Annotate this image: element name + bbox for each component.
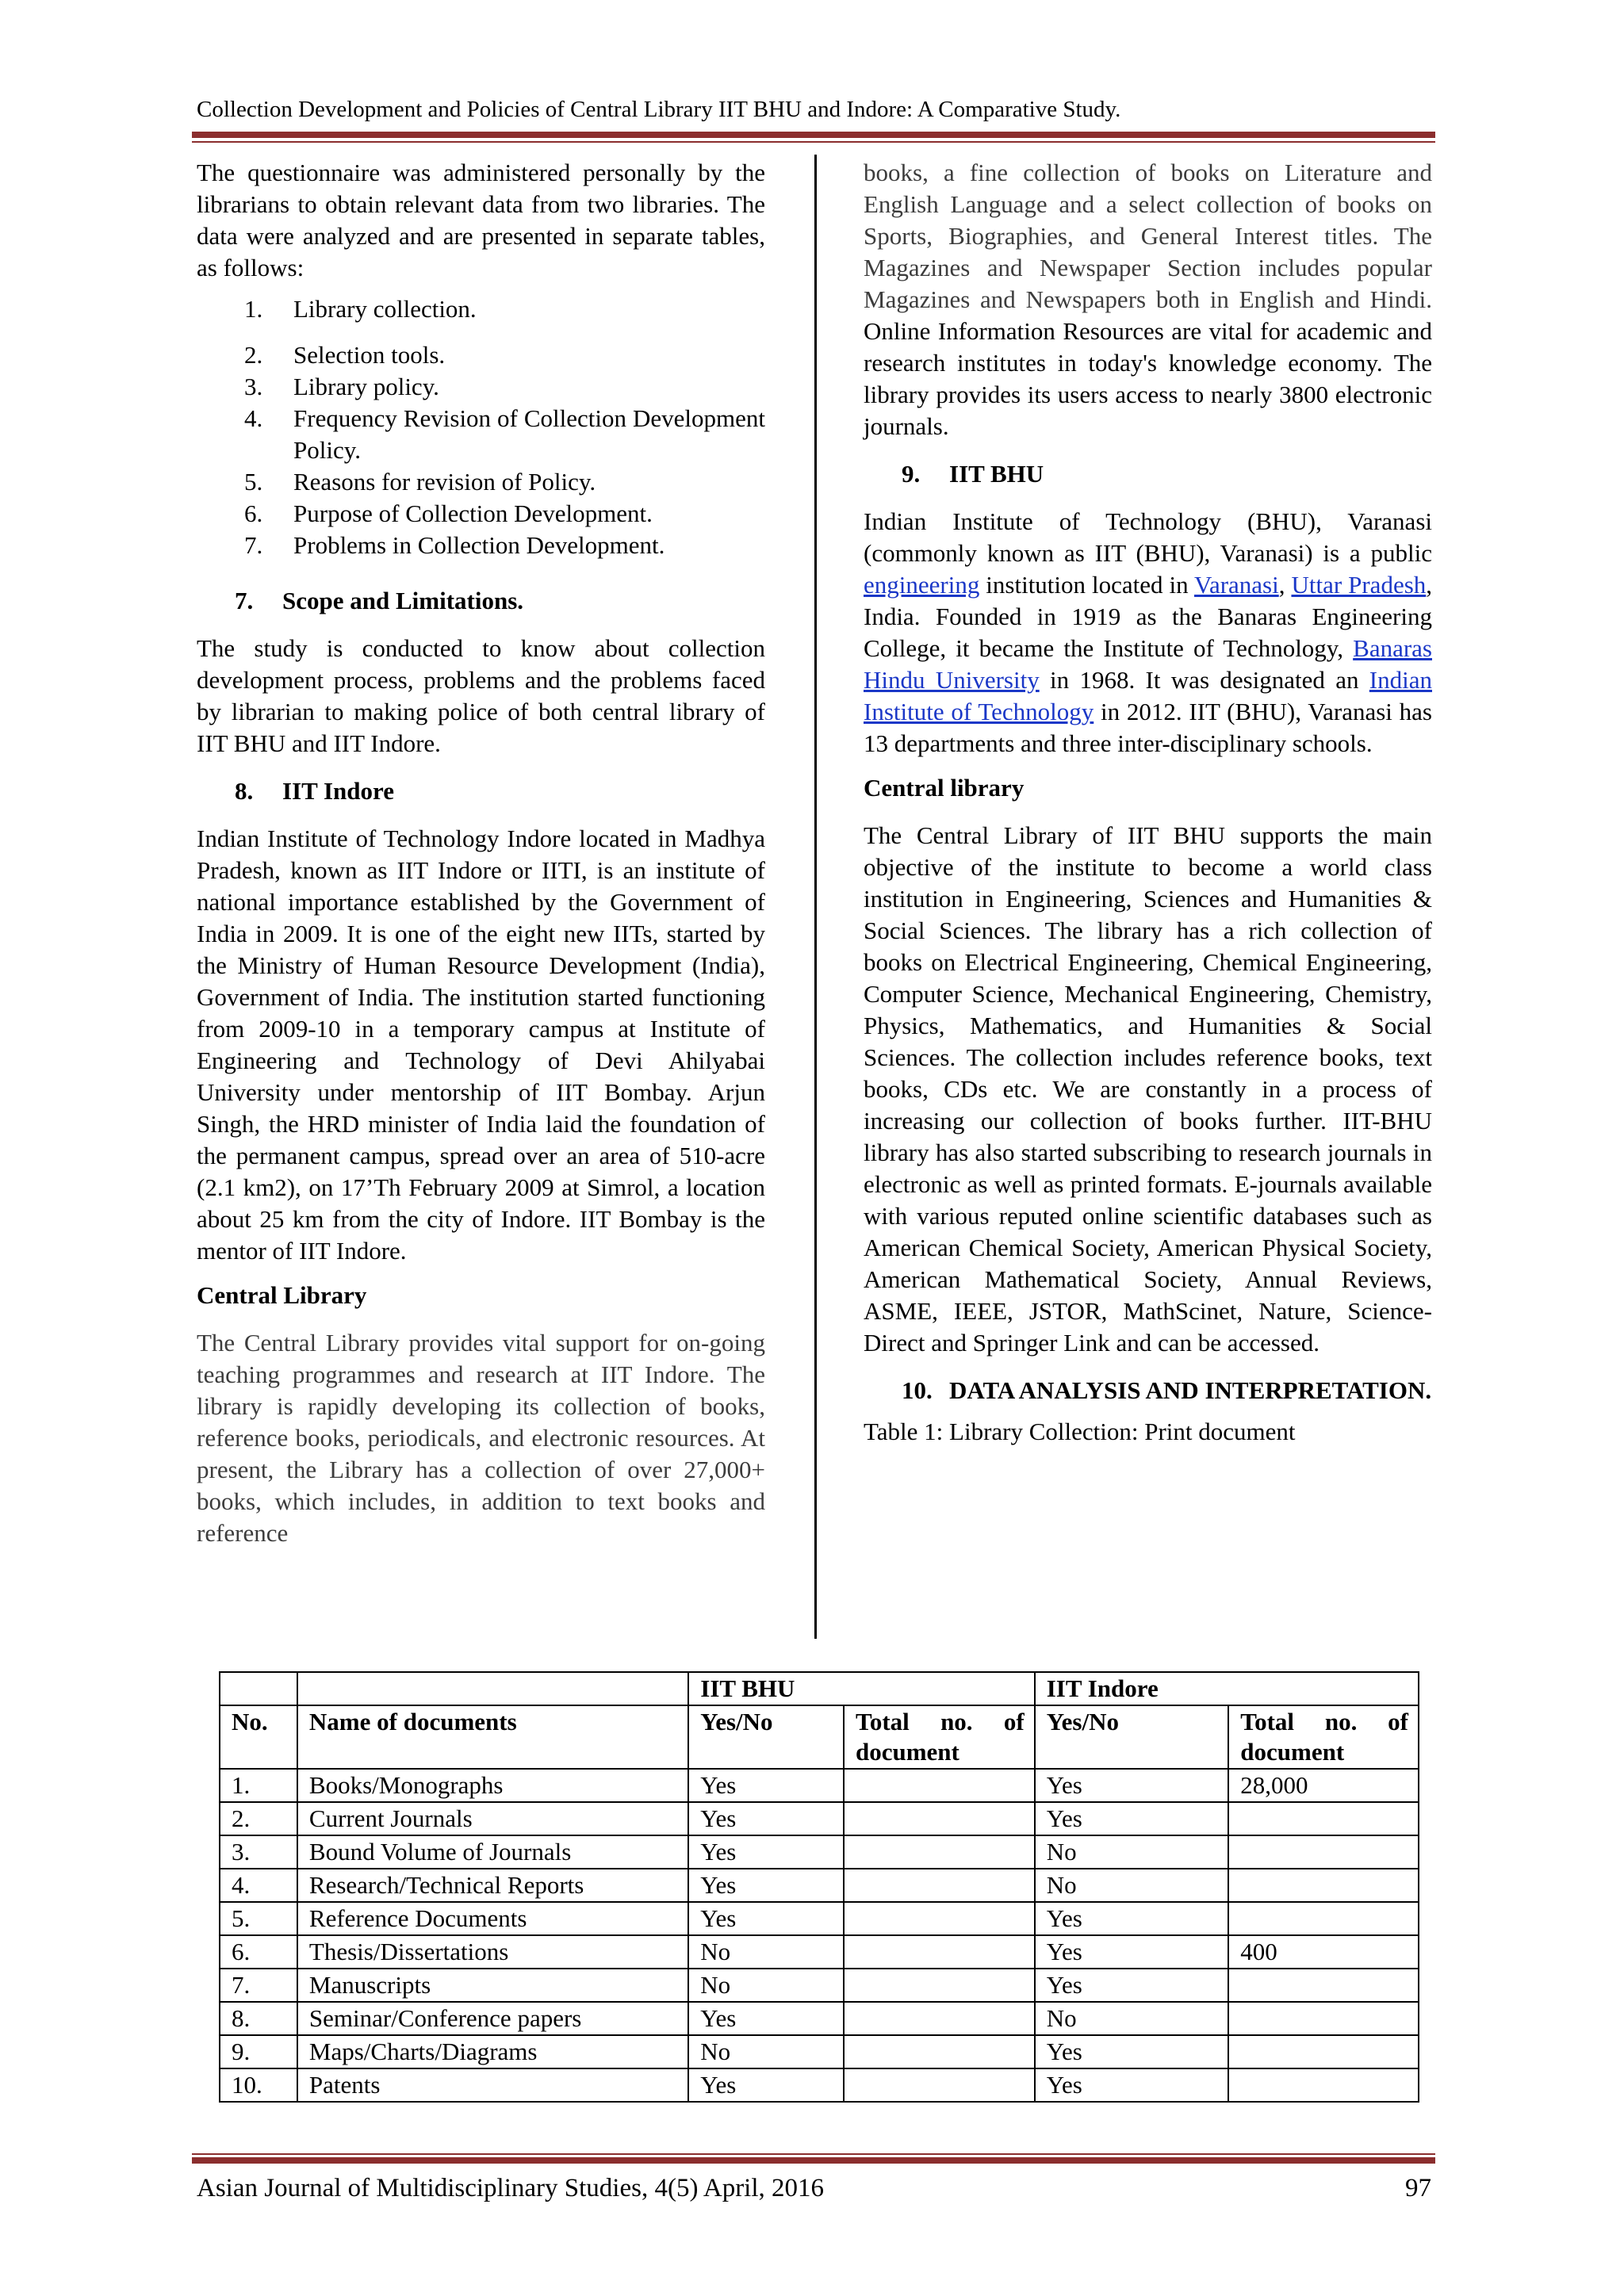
header-word: of xyxy=(1388,1708,1408,1735)
continuation-text: Online Information Resources are vital for academic and research institutes in today's knowledge economy. The library provides its users access to nearly 3800 electronic journals. xyxy=(864,317,1432,440)
link-uttar-pradesh[interactable]: Uttar Pradesh xyxy=(1291,571,1427,599)
header-word: document xyxy=(855,1738,959,1766)
list-item-text: Reasons for revision of Policy. xyxy=(293,468,596,496)
cell-bhu-total xyxy=(844,1802,1035,1835)
list-item-number: 7. xyxy=(244,531,263,559)
subheading-central-library-bhu: Central library xyxy=(864,774,1025,802)
cell-bhu-total xyxy=(844,1769,1035,1802)
cell-indore-yesno: Yes xyxy=(1035,1802,1229,1835)
table-row xyxy=(220,1769,1419,1802)
cell-indore-yesno: Yes xyxy=(1035,2068,1229,2102)
cell-indore-yesno: Yes xyxy=(1035,1935,1229,1969)
table-header-iit-bhu: IIT BHU xyxy=(688,1672,1034,1705)
section-number: 8. xyxy=(235,777,254,805)
table-header-iit-indore: IIT Indore xyxy=(1035,1672,1419,1705)
list-item-number: 6. xyxy=(244,499,263,527)
section-number: 10. xyxy=(902,1376,933,1404)
cell-no: 5. xyxy=(220,1902,297,1935)
list-item xyxy=(244,498,765,530)
cell-indore-total: 28,000 xyxy=(1228,1769,1419,1802)
table-header-bhu-yesno: Yes/No xyxy=(688,1705,844,1769)
list-item-number: 3. xyxy=(244,373,263,400)
cell-bhu-yesno: No xyxy=(688,1969,844,2002)
list-item-text: Selection tools. xyxy=(293,341,446,369)
cell-bhu-yesno: Yes xyxy=(688,1902,844,1935)
header-word: document xyxy=(1240,1738,1345,1766)
list-item-number: 5. xyxy=(244,468,263,496)
cell-no: 8. xyxy=(220,2002,297,2035)
cell-bhu-total xyxy=(844,2035,1035,2068)
table-row xyxy=(220,2002,1419,2035)
list-item xyxy=(244,371,765,403)
link-indian-institute-of-technology[interactable]: Indian Institute of Technology xyxy=(864,666,1432,725)
cell-no: 7. xyxy=(220,1969,297,2002)
cell-bhu-total xyxy=(844,2068,1035,2102)
cell-indore-total xyxy=(1228,1902,1419,1935)
cell-indore-yesno: No xyxy=(1035,2002,1229,2035)
library-collection-table xyxy=(219,1671,1419,2103)
cell-indore-total: 400 xyxy=(1228,1935,1419,1969)
table-row xyxy=(220,1969,1419,2002)
list-item xyxy=(244,339,765,371)
cell-indore-yesno: Yes xyxy=(1035,1969,1229,2002)
header-word: Total xyxy=(855,1708,910,1735)
iit-indore-paragraph: Indian Institute of Technology Indore located in Madhya Pradesh, known as IIT Indore or IITI, is an institute of national importance established by the Government of India in 2009. It is one of the eight new IITs, started by the Ministry of Human Resource Development (India), Government of India. The institution started functioning from 2009-10 in a temporary campus at Institute of Engineering and Technology of Devi Ahilyabai University under mentorship of IIT Bombay. Arjun Singh, the HRD minister of India laid the foundation of the permanent campus, spread over an area of 510-acre (2.1 km2), on 17’Th February 2009 at Simrol, a location about 25 km from the city of Indore. IIT Bombay is the mentor of IIT Indore. xyxy=(197,825,765,1265)
header-word: of xyxy=(1003,1708,1025,1735)
cell-bhu-yesno: Yes xyxy=(688,1869,844,1902)
cell-bhu-total xyxy=(844,1869,1035,1902)
cell-name: Current Journals xyxy=(297,1802,688,1835)
cell-bhu-yesno: Yes xyxy=(688,1835,844,1869)
table-row xyxy=(220,1935,1419,1969)
cell-bhu-total xyxy=(844,1835,1035,1869)
cell-no: 4. xyxy=(220,1869,297,1902)
cell-bhu-yesno: Yes xyxy=(688,1802,844,1835)
cell-indore-yesno: No xyxy=(1035,1869,1229,1902)
cell-bhu-yesno: No xyxy=(688,2035,844,2068)
cell-name: Seminar/Conference papers xyxy=(297,2002,688,2035)
link-banaras-hindu-university[interactable]: Banaras Hindu University xyxy=(864,634,1432,694)
list-item xyxy=(244,466,765,498)
cell-indore-total xyxy=(1228,2035,1419,2068)
table-row xyxy=(220,2035,1419,2068)
table-header-no: No. xyxy=(220,1705,297,1769)
section-number: 9. xyxy=(902,460,921,488)
central-library-bhu-paragraph: The Central Library of IIT BHU supports the main objective of the institute to become a world class institution in Engineering, Sciences and Humanities & Social Sciences. The library has a rich collection of books on Electrical Engineering, Chemical Engineering, Computer Science, Mechanical Engineering, Chemistry, Physics, Mathematics, and Humanities & Social Sciences. The collection includes reference books, text books, CDs etc. We are constantly in a process of increasing our collection of books further. IIT-BHU library has also started subscribing to research journals in electronic as well as printed formats. E-journals available with various reputed online scientific databases such as American Chemical Society, American Physical Society, American Mathematical Society, Annual Reviews, ASME, IEEE, JSTOR, MathScinet, Nature, Science-Direct and Springer Link and can be accessed. xyxy=(864,821,1432,1357)
text-run: in 2012. IIT (BHU), Varanasi has 13 departments and three inter-disciplinary schools. xyxy=(864,698,1432,757)
running-header: Collection Development and Policies of Central Library IIT BHU and Indore: A Comparative Study. xyxy=(197,97,1121,122)
list-item-text: Library collection. xyxy=(293,295,477,323)
cell-bhu-yesno: Yes xyxy=(688,1769,844,1802)
table-header-cell xyxy=(220,1672,297,1705)
cell-name: Manuscripts xyxy=(297,1969,688,2002)
header-word: Total xyxy=(1240,1708,1295,1735)
cell-bhu-total xyxy=(844,1969,1035,2002)
intro-paragraph: The questionnaire was administered personally by the librarians to obtain relevant data from two libraries. The data were analyzed and are presented in separate tables, as follows: xyxy=(197,159,765,281)
objectives-list xyxy=(197,293,765,561)
cell-bhu-yesno: Yes xyxy=(688,2068,844,2102)
cell-indore-total xyxy=(1228,1802,1419,1835)
table-row xyxy=(220,1902,1419,1935)
cell-indore-yesno: Yes xyxy=(1035,1769,1229,1802)
header-word: no. xyxy=(940,1708,973,1735)
page-number: 97 xyxy=(1405,2174,1431,2202)
left-column xyxy=(197,157,765,1549)
footer-rule-thin xyxy=(192,2153,1435,2155)
header-word: no. xyxy=(1324,1708,1358,1735)
scope-paragraph: The study is conducted to know about collection development process, problems and the problems faced by librarian to making police of both central library of IIT BHU and IIT Indore. xyxy=(197,634,765,757)
table-header-name: Name of documents xyxy=(297,1705,688,1769)
text-run: Indian Institute of Technology (BHU), Varanasi (commonly known as IIT (BHU), Varanasi) is a public xyxy=(864,507,1432,567)
table-column-header-row xyxy=(220,1705,1419,1769)
cell-indore-total xyxy=(1228,1835,1419,1869)
central-library-indore-paragraph: The Central Library provides vital support for on-going teaching programmes and research at IIT Indore. The library is rapidly developing its collection of books, reference books, periodicals, and electronic resources. At present, the Library has a collection of over 27,000+ books, which includes, in addition to text books and reference xyxy=(197,1329,765,1547)
list-item-text: Frequency Revision of Collection Development Policy. xyxy=(293,404,765,464)
cell-indore-total xyxy=(1228,2002,1419,2035)
footer-journal-citation: Asian Journal of Multidisciplinary Studies, 4(5) April, 2016 xyxy=(197,2174,825,2202)
text-run: in 1968. It was designated an xyxy=(1039,666,1369,694)
cell-name: Thesis/Dissertations xyxy=(297,1935,688,1969)
table-header-indore-yesno: Yes/No xyxy=(1035,1705,1229,1769)
cell-name: Books/Monographs xyxy=(297,1769,688,1802)
list-item-text: Purpose of Collection Development. xyxy=(293,499,653,527)
cell-no: 9. xyxy=(220,2035,297,2068)
cell-indore-yesno: Yes xyxy=(1035,2035,1229,2068)
section-title: IIT BHU xyxy=(949,460,1044,488)
cell-bhu-total xyxy=(844,1902,1035,1935)
cell-indore-total xyxy=(1228,2068,1419,2102)
section-title: Scope and Limitations. xyxy=(282,587,524,614)
table-header-indore-total xyxy=(1228,1705,1419,1769)
cell-no: 10. xyxy=(220,2068,297,2102)
list-item-text: Problems in Collection Development. xyxy=(293,531,665,559)
footer-rule xyxy=(192,2157,1435,2164)
subheading-central-library-indore: Central Library xyxy=(197,1281,367,1309)
section-heading-iit-indore xyxy=(197,775,765,807)
text-run: , xyxy=(1278,571,1292,599)
table-row xyxy=(220,1802,1419,1835)
link-engineering[interactable]: engineering xyxy=(864,571,980,599)
table-caption: Table 1: Library Collection: Print document xyxy=(864,1418,1296,1445)
cell-bhu-yesno: No xyxy=(688,1935,844,1969)
cell-no: 1. xyxy=(220,1769,297,1802)
list-item xyxy=(244,293,765,325)
section-number: 7. xyxy=(235,587,254,614)
cell-name: Bound Volume of Journals xyxy=(297,1835,688,1869)
cell-name: Research/Technical Reports xyxy=(297,1869,688,1902)
cell-no: 2. xyxy=(220,1802,297,1835)
right-column xyxy=(864,157,1432,1448)
cell-no: 6. xyxy=(220,1935,297,1969)
cell-bhu-yesno: Yes xyxy=(688,2002,844,2035)
table-group-header-row xyxy=(220,1672,1419,1705)
list-item xyxy=(244,530,765,561)
list-item-number: 4. xyxy=(244,404,263,432)
cell-indore-yesno: No xyxy=(1035,1835,1229,1869)
continuation-paragraph xyxy=(864,157,1432,442)
text-run: , India. Founded in 1919 as the Banaras Engineering College, it became the Institute of Technology, xyxy=(864,571,1433,662)
list-item-number: 2. xyxy=(244,341,263,369)
section-title: IIT Indore xyxy=(282,777,394,805)
cell-no: 3. xyxy=(220,1835,297,1869)
table-header-bhu-total xyxy=(844,1705,1035,1769)
table-row xyxy=(220,2068,1419,2102)
cell-indore-yesno: Yes xyxy=(1035,1902,1229,1935)
table-row xyxy=(220,1869,1419,1902)
link-varanasi[interactable]: Varanasi xyxy=(1194,571,1279,599)
cell-name: Patents xyxy=(297,2068,688,2102)
section-heading-data-analysis xyxy=(864,1375,1432,1406)
list-item xyxy=(244,403,765,466)
table-row xyxy=(220,1835,1419,1869)
header-rule xyxy=(192,132,1435,138)
cell-name: Maps/Charts/Diagrams xyxy=(297,2035,688,2068)
continuation-text-gray: books, a fine collection of books on Literature and English Language and a select collection of books on Sports, Biographies, and General Interest titles. The Magazines and Newspaper Section includes popular Magazines and Newspapers both in English and Hindi. xyxy=(864,159,1432,313)
column-divider xyxy=(814,155,817,1639)
header-rule-thin xyxy=(192,141,1435,143)
section-heading-iit-bhu xyxy=(864,458,1432,490)
iit-bhu-paragraph xyxy=(864,506,1432,760)
section-title: DATA ANALYSIS AND INTERPRETATION. xyxy=(949,1376,1432,1404)
cell-indore-total xyxy=(1228,1969,1419,2002)
list-item-text: Library policy. xyxy=(293,373,439,400)
table-header-cell xyxy=(297,1672,688,1705)
cell-name: Reference Documents xyxy=(297,1902,688,1935)
cell-bhu-total xyxy=(844,2002,1035,2035)
text-run: institution located in xyxy=(979,571,1194,599)
section-heading-scope xyxy=(197,585,765,617)
list-item-number: 1. xyxy=(244,295,263,323)
cell-bhu-total xyxy=(844,1935,1035,1969)
cell-indore-total xyxy=(1228,1869,1419,1902)
